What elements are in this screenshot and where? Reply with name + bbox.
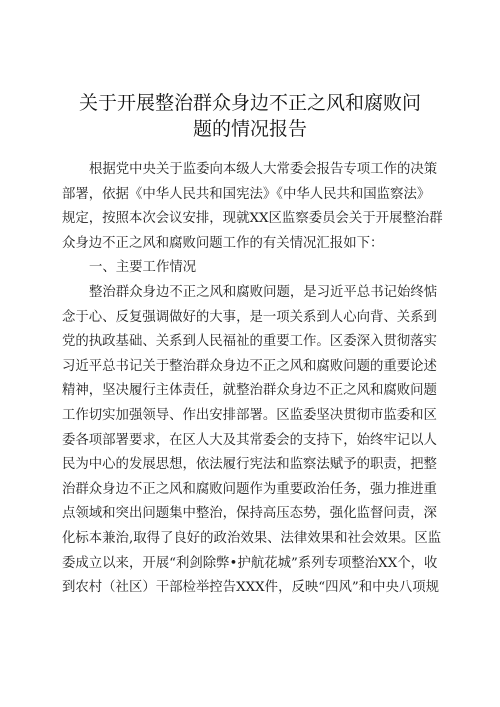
paragraph-line: 民为中心的发展思想，依法履行宪法和监察法赋予的职责，把整 [62,457,437,473]
paragraph-line: 党的执政基础、关系到人民福祉的重要工作。区委深入贯彻落实 [62,334,437,350]
paragraph-line: 念于心、反复强调做好的大事，是一项关系到人心向背、关系到 [62,309,437,325]
paragraph-line: 委各项部署要求，在区人大及其常委会的支持下，始终牢记以人 [62,432,437,448]
paragraph-line: 到农村（社区）干部检举控告XXX件，反映“四风”和中央八项规 [62,580,440,596]
document-body [62,158,448,601]
paragraph-line: 习近平总书记关于整治群众身边不正之风和腐败问题的重要论述 [62,358,437,374]
paragraph-line: 根据党中央关于监委向本级人大常委会报告专项工作的决策 [89,162,438,177]
document-title [60,90,440,142]
paragraph-line: 点领域和突出问题集中整治，保持高压态势，强化监督问责，深 [62,506,437,522]
paragraph-line: 规定，按照本次会议安排，现就XX区监察委员会关于开展整治群 [62,211,443,227]
title-line-2: 题的情况报告 [192,118,307,140]
title-line-1: 关于开展整治群众身边不正之风和腐败问 [78,92,421,114]
intro-paragraph [62,158,448,256]
paragraph-line: 委成立以来，开展“利剑除弊•护航花城”系列专项整治XX个，收 [62,555,438,571]
paragraph-line: 工作切实加强领导、作出安排部署。区监委坚决贯彻市监委和区 [62,407,437,423]
section-heading: 一、主要工作情况 [89,260,197,276]
work-situation-paragraph [62,281,448,601]
paragraph-line: 部署，依据《中华人民共和国宪法》《中华人民共和国监察法》 [62,186,431,202]
paragraph-line: 众身边不正之风和腐败问题工作的有关情况汇报如下： [62,235,384,251]
paragraph-line: 整治群众身边不正之风和腐败问题，是习近平总书记始终惦 [89,284,438,300]
paragraph-line: 治群众身边不正之风和腐败问题作为重要政治任务，强力推进重 [62,481,437,497]
paragraph-line: 化标本兼治,取得了良好的政治效果、法律效果和社会效果。区监 [62,530,442,546]
paragraph-line: 精神，坚决履行主体责任，就整治群众身边不正之风和腐败问题 [62,383,437,399]
